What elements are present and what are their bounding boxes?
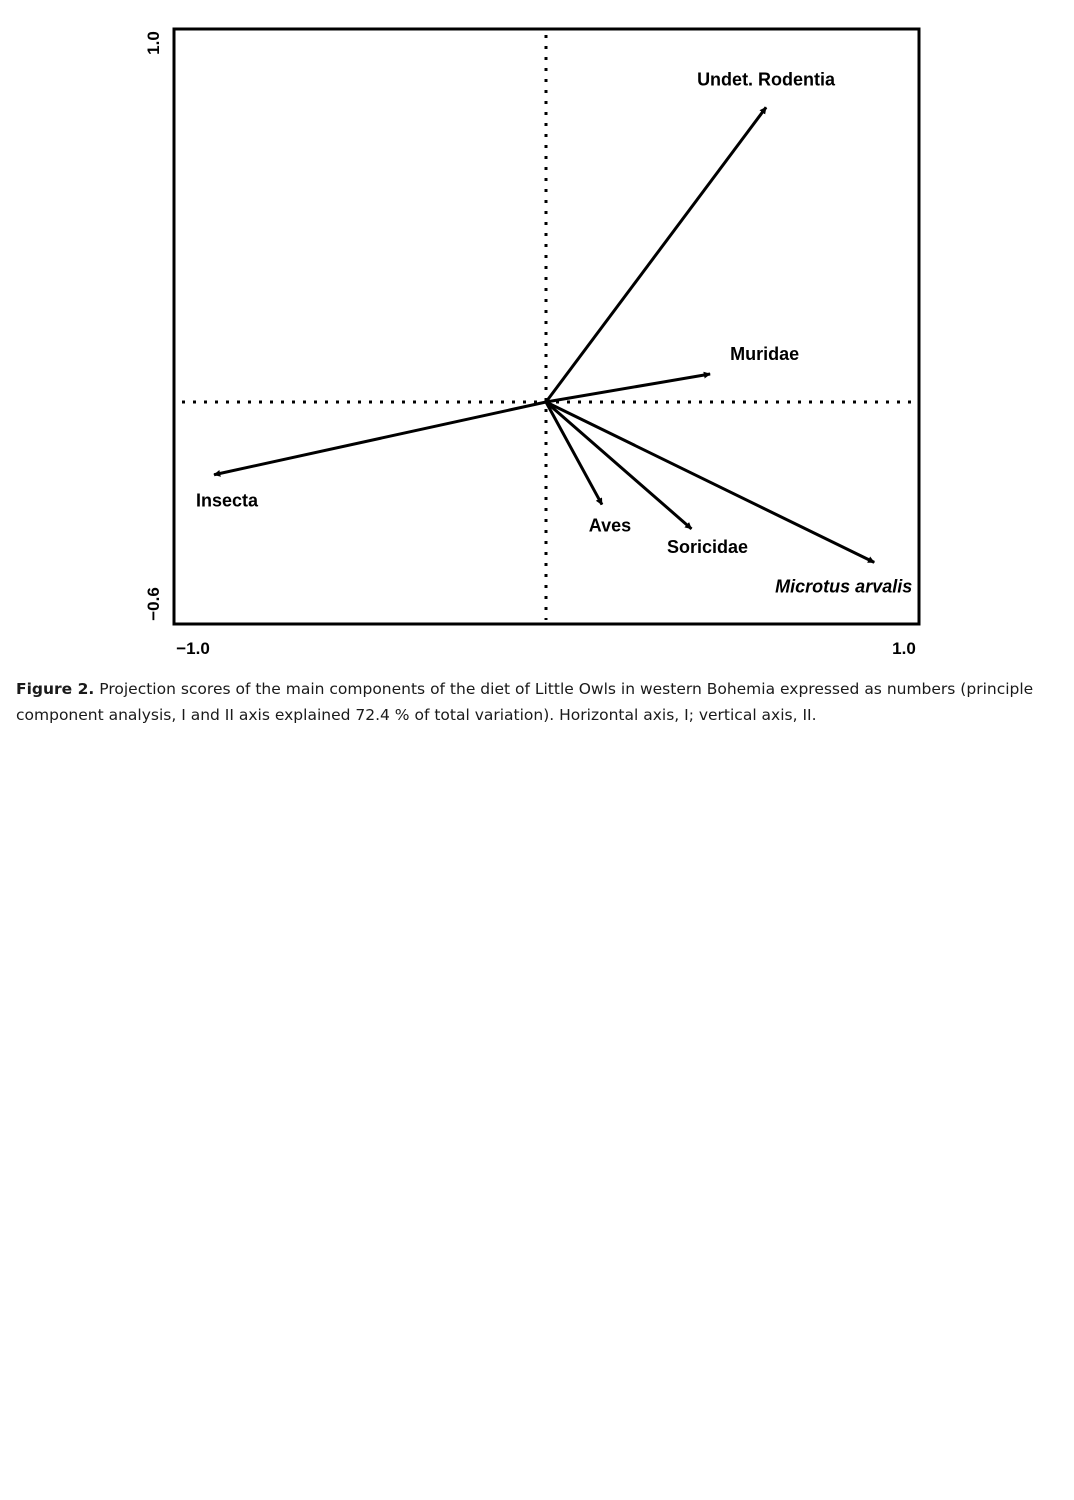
x-tick-label-max: 1.0 [892,639,916,658]
figure-caption [16,676,1061,728]
caption-text: Projection scores of the main components of the diet of Little Owls in western Bohemia expressed as numbers (principle component analysis, I and II axis explained 72.4 % of total variation). Horizontal axis, I; vertical axis, II. [16,680,1034,724]
vector-arrow-insecta [214,402,546,475]
figure-label: Figure 2. [16,680,95,698]
vector-label-microtus-arvalis: Microtus arvalis [775,576,913,597]
vector-label-insecta: Insecta [196,490,259,511]
x-tick-label-min: −1.0 [176,639,210,658]
plot-frame [174,29,919,624]
vector-arrow-aves [546,402,602,505]
vector-label-group [196,69,912,596]
vector-label-soricidae: Soricidae [666,536,748,557]
y-tick-label-max: 1.0 [144,31,163,55]
vector-label-muridae: Muridae [730,344,800,365]
y-tick-label-min: −0.6 [144,587,163,621]
vector-label-aves: Aves [588,515,632,536]
vector-arrow-muridae [546,374,710,402]
pca-biplot [0,0,1074,670]
vector-arrow-soricidae [546,402,691,529]
vector-label-undet-rodentia: Undet. Rodentia [697,69,836,90]
vector-group [214,107,874,562]
